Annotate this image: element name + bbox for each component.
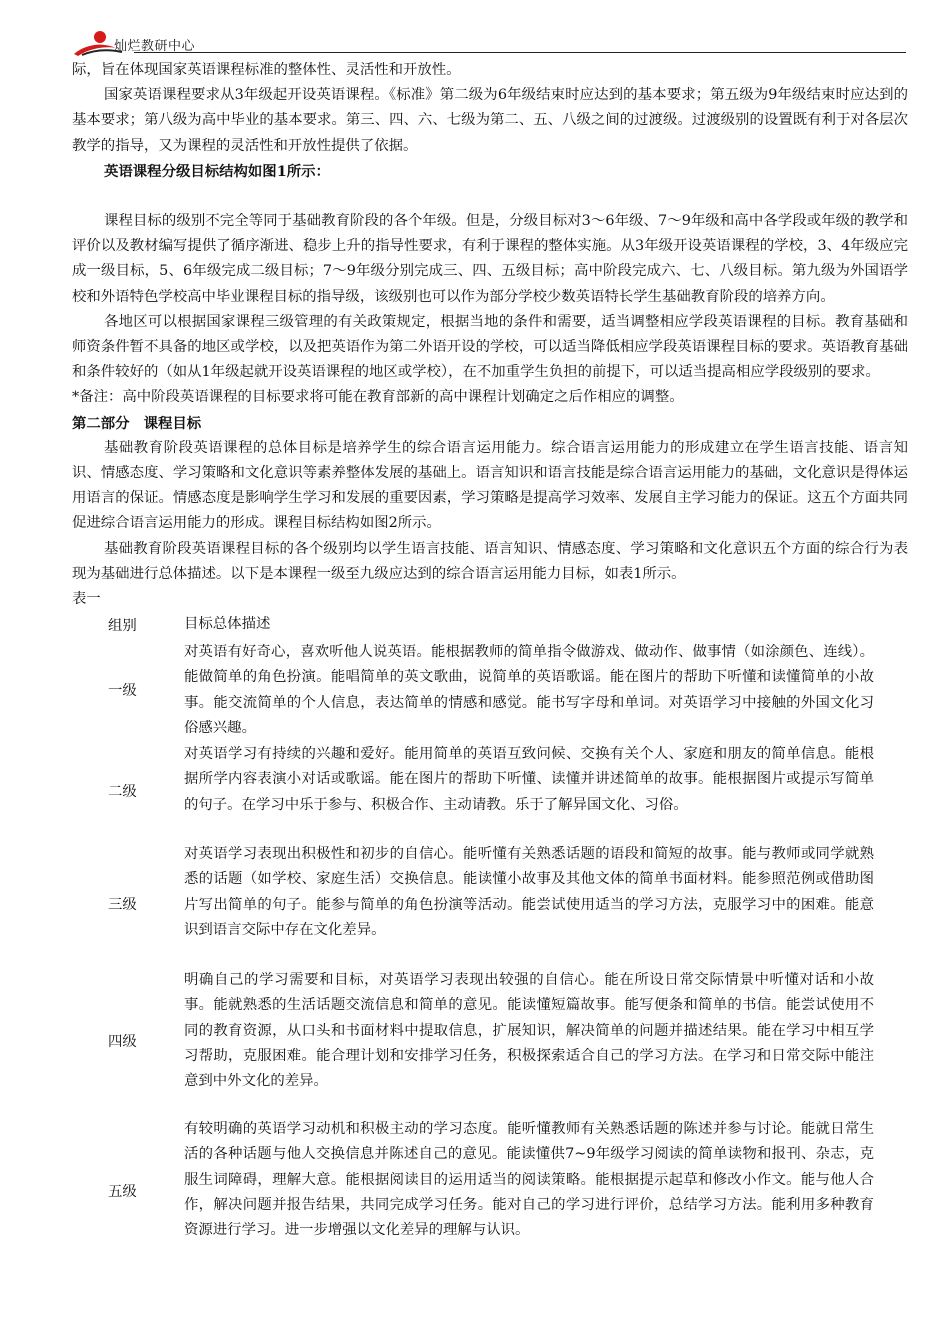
table-cell-level: 一级	[108, 682, 137, 699]
table-cell-desc: 对英语学习表现出积极性和初步的自信心。能听懂有关熟悉话题的语段和简短的故事。能与教师或同学就熟悉的话题（如学校、家庭生活）交换信息。能读懂小故事及其他文体的简单书面材料。能参照范例或借助图片写出简单的句子。能参与简单的角色扮演等活动。能尝试使用适当的学习方法，克服学习中的困难。能意识到语言交际中存在文化差异。	[184, 846, 874, 938]
table-row	[72, 1117, 908, 1267]
table-cell-desc: 对英语有好奇心，喜欢听他人说英语。能根据教师的简单指令做游戏、做动作、做事情（如涂颜色、连线）。能做简单的角色扮演。能唱简单的英文歌曲，说简单的英语歌谣。能在图片的帮助下听懂和读懂简单的小故事。能交流简单的个人信息，表达简单的情感和感觉。能书写字母和单词。对英语学习中接触的外国文化习俗感兴趣。	[184, 644, 874, 736]
paragraph-regional-adjustment: 各地区可以根据国家课程三级管理的有关政策规定，根据当地的条件和需要，适当调整相应学段英语课程的目标。教育基础和师资条件暂不具备的地区或学校，以及把英语作为第二外语开设的学校，可以适当降低相应学段英语课程目标的要求。英语教育基础和条件较好的（如从1年级起就开设英语课程的地区或学校），在不加重学生负担的前提下，可以适当提高相应学段级别的要求。	[72, 313, 908, 381]
figure-1-caption: 英语课程分级目标结构如图1所示：	[104, 162, 330, 180]
section-part: 第二部分	[72, 414, 130, 432]
document-body	[72, 58, 908, 1267]
goals-table	[72, 612, 908, 1267]
table-row	[72, 742, 908, 842]
section-title: 课程目标	[143, 414, 202, 432]
paragraph-overall-goal: 基础教育阶段英语课程的总体目标是培养学生的综合语言运用能力。综合语言运用能力的形成建立在学生语言技能、语言知识、情感态度、学习策略和文化意识等素养整体发展的基础上。语言知识和语言技能是综合语言运用能力的基础，文化意识是得体运用语言的保证。情感态度是影响学生学习和发展的重要因素，学习策略是提高学习效率、发展自主学习能力的保证。这五个方面共同促进综合语言运用能力的形成。课程目标结构如图2所示。	[72, 439, 908, 532]
table-row	[72, 842, 908, 968]
table-cell-desc: 对英语学习有持续的兴趣和爱好。能用简单的英语互致问候、交换有关个人、家庭和朋友的简单信息。能根据所学内容表演小对话或歌谣。能在图片的帮助下听懂、读懂并讲述简单的故事。能根据图片或提示写简单的句子。在学习中乐于参与、积极合作、主动请教。乐于了解异国文化、习俗。	[184, 746, 874, 813]
note-high-school: *备注：高中阶段英语课程的目标要求将可能在教育部新的高中课程计划确定之后作相应的调整。	[72, 389, 684, 406]
paragraph-continuation: 际，旨在体现国家英语课程标准的整体性、灵活性和开放性。	[72, 62, 461, 78]
table-header-row	[72, 612, 908, 640]
table-caption: 表一	[72, 591, 101, 608]
section-heading	[72, 411, 908, 436]
paragraph-level-description: 基础教育阶段英语课程目标的各个级别均以学生语言技能、语言知识、情感态度、学习策略和文化意识五个方面的综合行为表现为基础进行总体描述。以下是本课程一级至九级应达到的综合语言运用能力目标，如表1所示。	[72, 540, 908, 582]
table-cell-level: 四级	[108, 1034, 137, 1051]
brand-name: 灿烂教研中心	[114, 39, 196, 54]
table-cell-desc: 有较明确的英语学习动机和积极主动的学习态度。能听懂教师有关熟悉话题的陈述并参与讨论。能就日常生活的各种话题与他人交换信息并陈述自己的意见。能读懂供7~9年级学习阅读的简单读物和报刊、杂志，克服生词障碍，理解大意。能根据阅读目的运用适当的阅读策略。能根据提示起草和修改小作文。能与他人合作，解决问题并报告结果，共同完成学习任务。能对自己的学习进行评价，总结学习方法。能利用多种教育资源进行学习。进一步增强以文化差异的理解与认识。	[184, 1121, 874, 1239]
table-row	[72, 640, 908, 742]
table-header-desc: 目标总体描述	[184, 616, 271, 633]
table-row	[72, 968, 908, 1117]
table-cell-level: 三级	[108, 896, 137, 913]
figure-1-space	[72, 184, 908, 209]
table-header-level: 组别	[108, 618, 137, 635]
paragraph-levels: 国家英语课程要求从3年级起开设英语课程。《标准》第二级为6年级结束时应达到的基本要求；第五级为9年级结束时应达到的基本要求；第八级为高中毕业的基本要求。第三、四、六、七级为第二、五、八级之间的过渡级。过渡级别的设置既有利于对各层次教学的指导，又为课程的灵活性和开放性提供了依据。	[72, 87, 908, 154]
header-divider	[134, 52, 906, 53]
paragraph-grade-mapping: 课程目标的级别不完全等同于基础教育阶段的各个年级。但是，分级目标对3～6年级、7～9年级和高中各学段或年级的教学和评价以及教材编写提供了循序渐进、稳步上升的指导性要求，有利于课程的整体实施。从3年级开设英语课程的学校，3、4年级应完成一级目标，5、6年级完成二级目标；7～9年级分别完成三、四、五级目标；高中阶段完成六、七、八级目标。第九级为外国语学校和外语特色学校高中毕业课程目标的指导级，该级别也可以作为部分学校少数英语特长学生基础教育阶段的培养方向。	[72, 213, 908, 305]
table-cell-level: 二级	[108, 783, 137, 800]
table-cell-level: 五级	[108, 1183, 137, 1200]
table-cell-desc: 明确自己的学习需要和目标，对英语学习表现出较强的自信心。能在所设日常交际情景中听懂对话和小故事。能就熟悉的生活话题交流信息和简单的意见。能读懂短篇故事。能写便条和简单的书信。能尝试使用不同的教育资源，从口头和书面材料中提取信息，扩展知识，解决简单的问题并描述结果。能在学习中相互学习帮助，克服困难。能合理计划和安排学习任务，积极探索适合自己的学习方法。在学习和日常交际中能注意到中外文化的差异。	[184, 972, 874, 1090]
page-header	[72, 28, 906, 58]
